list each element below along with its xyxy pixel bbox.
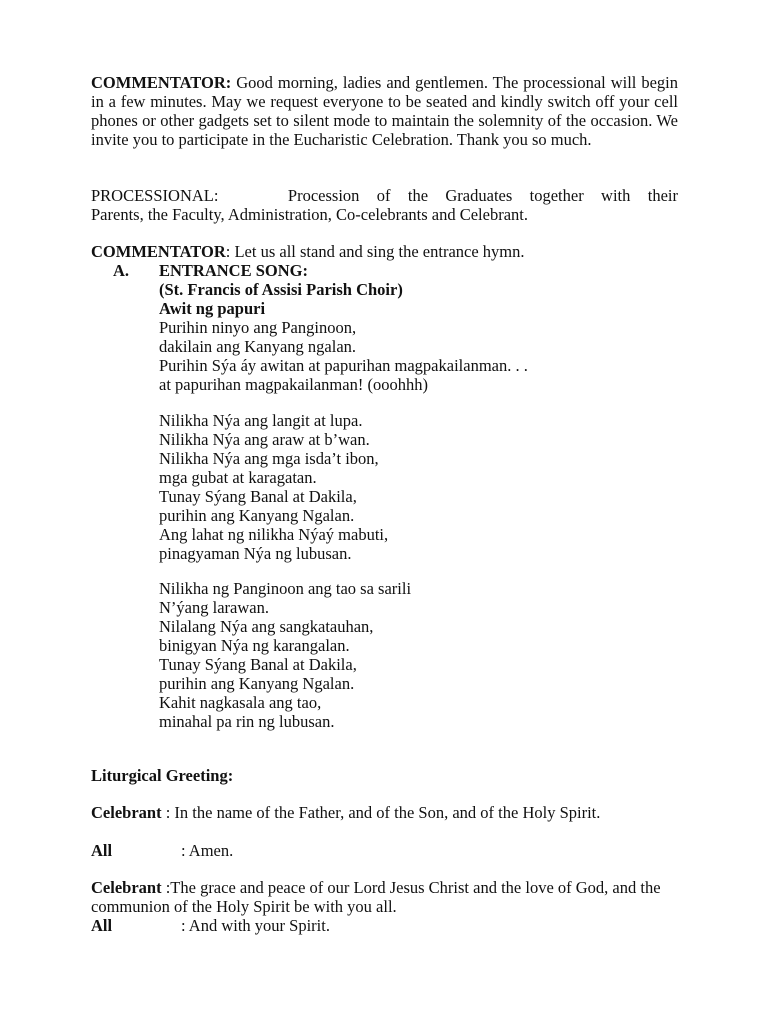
celebrant-line-1 [91,803,678,822]
all-response-2 [91,916,678,935]
lyric-line: pinagyaman Nýa ng lubusan. [159,544,352,563]
lyric-line: minahal pa rin ng lubusan. [159,712,335,731]
processional-text-1: Procession of the Graduates together with their [287,186,678,205]
celebrant-line-2 [91,878,678,916]
lyric-line: Nilalang Nýa ang sangkatauhan, [159,617,374,636]
lyric-line: at papurihan magpakailanman! (ooohhh) [159,375,428,394]
lyric-line: Nilikha ng Panginoon ang tao sa sarili [159,579,412,598]
song-verse-2 [159,411,388,563]
commentator-label: COMMENTATOR [91,73,226,92]
song-verse-1 [159,318,528,394]
all-label: All [91,841,113,860]
celebrant-text: :The grace and peace of our Lord Jesus Christ and the love of God, and the communion of the Holy Spirit be with you all. [91,878,661,916]
processional-label: PROCESSIONAL: [91,186,219,205]
lyric-line: Tunay Sýang Banal at Dakila, [159,487,357,506]
processional-line-1 [91,186,678,205]
lyric-line: Kahit nagkasala ang tao, [159,693,322,712]
lyric-line: Purihin ninyo ang Panginoon, [159,318,357,337]
lyric-line: purihin ang Kanyang Ngalan. [159,506,355,525]
lyric-line: Nilikha Nýa ang mga isda’t ibon, [159,449,379,468]
commentator-intro-paragraph: COMMENTATOR: Good morning, ladies and gentlemen. The processional will begin in a few minutes. May we request everyone to be seated and kindly switch off your cell phones or other gadgets set to silent mode to maintain the solemnity of the occasion. We invite you to participate in the Eucharistic Celebration. Thank you so much. [91,73,678,149]
section-marker: A. [113,261,130,280]
lyric-line: Tunay Sýang Banal at Dakila, [159,655,357,674]
commentator-intro-text: Good morning, ladies and gentlemen. The processional will begin in a few minutes. May we request everyone to be seated and kindly switch off your cell phones or other gadgets set to silent mode to maintain the solemnity of the occasion. We invite you to participate in the Eucharistic Celebration. Thank you so much. [91,73,678,149]
lyric-line: dakilain ang Kanyang ngalan. [159,337,357,356]
lyric-line: mga gubat at karagatan. [159,468,317,487]
lyric-line: purihin ang Kanyang Ngalan. [159,674,355,693]
all-response-1 [91,841,678,860]
song-title: Awit ng papuri [159,299,266,318]
lyric-line: binigyan Nýa ng karangalan. [159,636,350,655]
lyric-line: N’ýang larawan. [159,598,269,617]
choir-name: (St. Francis of Assisi Parish Choir) [159,280,403,299]
all-text: : And with your Spirit. [181,916,330,935]
celebrant-label: Celebrant [91,803,162,822]
liturgical-greeting-heading: Liturgical Greeting: [91,766,234,785]
entrance-song-heading: ENTRANCE SONG: [159,261,308,280]
processional-line-2: Parents, the Faculty, Administration, Co-celebrants and Celebrant. [91,205,528,224]
entrance-commentator-text: : Let us all stand and sing the entrance hymn. [225,242,525,261]
celebrant-text: : In the name of the Father, and of the Son, and of the Holy Spirit. [165,803,601,822]
all-text: : Amen. [181,841,234,860]
celebrant-label: Celebrant [91,878,162,897]
entrance-song-header [159,261,403,318]
all-label: All [91,916,113,935]
lyric-line: Ang lahat ng nilikha Nýaý mabuti, [159,525,389,544]
song-verse-3 [159,579,411,731]
lyric-line: Nilikha Nýa ang araw at b’wan. [159,430,370,449]
entrance-commentator-label: COMMENTATOR [91,242,226,261]
lyric-line: Purihin Sýa áy awitan at papurihan magpakailanman. . . [159,356,528,375]
lyric-line: Nilikha Nýa ang langit at lupa. [159,411,363,430]
entrance-commentator-line [91,242,678,261]
